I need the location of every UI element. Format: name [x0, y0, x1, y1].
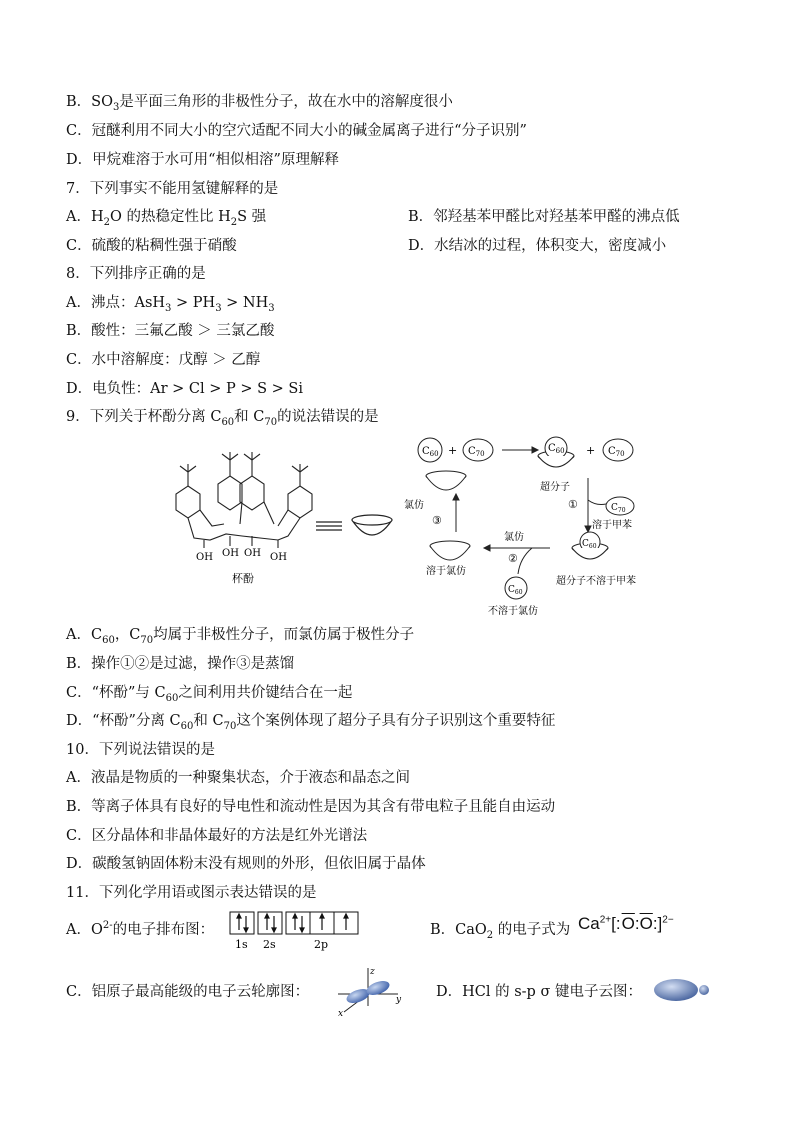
orbital-box-2s [258, 912, 282, 934]
svg-text:①: ① [568, 498, 578, 511]
svg-text:氯仿: 氯仿 [504, 532, 524, 543]
svg-text:②: ② [508, 552, 518, 565]
hcl-sigma-bond-cloud [652, 974, 714, 1006]
svg-text:氯仿: 氯仿 [404, 500, 424, 511]
svg-text:+: + [586, 444, 596, 457]
q6-option-b: B．$SO_3$是平面三角形的非极性分子，故在水中的溶解度很小 [66, 94, 453, 113]
orbital-box-1s [230, 912, 254, 934]
oh-label: OH [196, 552, 213, 563]
oh-label: OH [244, 548, 261, 559]
q9-option-d: D．“杯酚”分离 $C_{60}$和 $C_{70}$这个案例体现了超分子具有分子识别这个重要特征 [66, 713, 556, 732]
svg-text:C70: $C_{70}$ [611, 503, 626, 514]
svg-text:C60: $C_{60}$ [548, 443, 565, 455]
q11-option-d: D．HCl 的 s-p σ 键电子云图： [436, 984, 642, 1000]
supramolecule-label: 超分子 [540, 482, 570, 493]
p-orbital-cloud-figure [332, 962, 408, 1018]
calixarene-label: 杯酚 [232, 572, 254, 585]
electron-cloud-lobe [654, 979, 698, 1001]
q6-option-d: D．甲烷难溶于水可用“相似相溶”原理解释 [66, 152, 339, 168]
svg-text:2p: 2p [314, 938, 329, 951]
svg-text:C70: $C_{70}$ [468, 446, 485, 458]
q10-option-b: B．等离子体具有良好的导电性和流动性是因为其含有带电粒子且能自由运动 [66, 799, 556, 815]
q9-stem: 9．下列关于杯酚分离 $C_{60}$和 $C_{70}$的说法错误的是 [66, 409, 379, 428]
svg-text:1s: 1s [235, 938, 248, 951]
oh-label: OH [270, 552, 287, 563]
q7-stem: 7．下列事实不能用氢键解释的是 [66, 181, 279, 197]
q10-option-a: A．液晶是物质的一种聚集状态，介于液态和晶态之间 [66, 770, 410, 786]
q11-option-a: A．$O^{2-}$的电子排布图： [66, 920, 215, 938]
svg-text:③: ③ [432, 514, 442, 527]
q9-option-b: B．操作①②是过滤，操作③是蒸馏 [66, 656, 295, 672]
q7-option-a: A．$H_2O$ 的热稳定性比 $H_2S$ 强 [66, 209, 267, 228]
svg-text:x: x [338, 1009, 344, 1018]
dissolve-chloroform-label: 溶于氯仿 [426, 566, 466, 577]
svg-text:2s: 2s [263, 938, 276, 951]
svg-text:y: y [396, 995, 402, 1005]
q7-option-c: C．硫酸的粘稠性强于硝酸 [66, 238, 237, 254]
oh-label: OH [222, 548, 239, 559]
q8-stem: 8．下列排序正确的是 [66, 266, 206, 282]
equivalence-sign [316, 522, 342, 530]
electron-cloud-s [699, 985, 709, 995]
svg-text:C60: $C_{60}$ [582, 539, 597, 550]
svg-text:C70: $C_{70}$ [608, 446, 625, 458]
q8-option-d: D．电负性：Ar > Cl > P > S > Si [66, 381, 303, 397]
orbital-diagram [228, 910, 360, 952]
calixarene-bowl-icon [352, 515, 392, 535]
cao2-electron-formula: $Ca^{2+}[:\overline{O}:\overline{O}:]^{2-}$ [578, 914, 674, 933]
insoluble-chloroform-label: 不溶于氯仿 [488, 606, 538, 617]
q11-stem: 11．下列化学用语或图示表达错误的是 [66, 885, 317, 901]
q7-option-d: D．水结冰的过程，体积变大，密度减小 [408, 238, 667, 254]
q10-option-c: C．区分晶体和非晶体最好的方法是红外光谱法 [66, 828, 368, 844]
svg-text:C60: $C_{60}$ [508, 585, 523, 596]
q6-option-c: C．冠醚利用不同大小的空穴适配不同大小的碱金属离子进行“分子识别” [66, 123, 527, 139]
q7-option-b: B．邻羟基苯甲醛比对羟基苯甲醛的沸点低 [408, 209, 680, 225]
calixarene-separation-figure [160, 428, 640, 624]
q8-option-a: A．沸点：$AsH_3 > PH_3 > NH_3$ [66, 295, 275, 314]
q8-option-c: C．水中溶解度：戊醇 ＞ 乙醇 [66, 352, 261, 368]
svg-text:C60: $C_{60}$ [422, 446, 439, 458]
svg-text:z: z [370, 967, 375, 977]
supra-insoluble-label: 超分子不溶于甲苯 [556, 576, 636, 587]
q9-option-c: C．“杯酚”与 $C_{60}$之间利用共价键结合在一起 [66, 685, 353, 704]
orbital-box-2p [286, 912, 310, 934]
q10-option-d: D．碳酸氢钠固体粉末没有规则的外形，但依旧属于晶体 [66, 856, 426, 872]
svg-text:+: + [448, 444, 458, 457]
q10-stem: 10．下列说法错误的是 [66, 742, 215, 758]
dissolve-toluene-label: 溶于甲苯 [592, 520, 632, 531]
q11-option-b: B．CaO$_2$ 的电子式为 [430, 922, 571, 941]
q8-option-b: B．酸性：三氟乙酸 ＞ 三氯乙酸 [66, 323, 275, 339]
calixarene-structure [176, 452, 312, 548]
q11-option-c: C．铝原子最高能级的电子云轮廓图： [66, 984, 310, 1000]
q9-option-a: A．$C_{60}$，$C_{70}$均属于非极性分子，而氯仿属于极性分子 [66, 627, 415, 646]
